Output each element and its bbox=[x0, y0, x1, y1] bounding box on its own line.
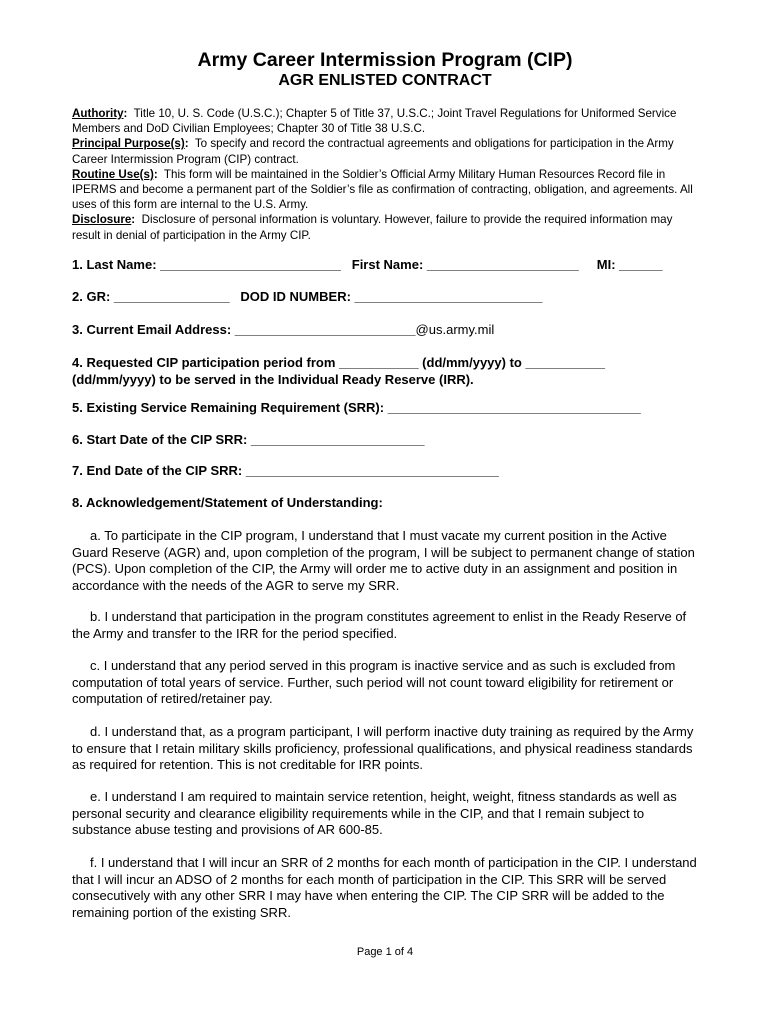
field-end-date[interactable]: 7. End Date of the CIP SRR: ___________________________________ bbox=[72, 463, 499, 478]
statement-f bbox=[72, 855, 700, 921]
purpose-text: To specify and record the contractual agreements and obligations for participation in the Army Career Intermission Program (CIP) contract. bbox=[72, 137, 674, 166]
disclosure-text: Disclosure of personal information is voluntary. However, failure to provide the required information may result in denial of participation in the Army CIP. bbox=[72, 213, 673, 242]
field-name-row bbox=[72, 256, 663, 273]
email-domain: @us.army.mil bbox=[415, 322, 495, 337]
field-existing-srr[interactable]: 5. Existing Service Remaining Requirement (SRR): ___________________________________ bbox=[72, 400, 641, 415]
field-period-line1[interactable]: 4. Requested CIP participation period from ___________ (dd/mm/yyyy) to ___________ bbox=[72, 355, 605, 370]
disclosure-label: Disclosure bbox=[72, 213, 132, 227]
statement-b bbox=[72, 609, 700, 642]
statement-f-text: f. I understand that I will incur an SRR of 2 months for each month of participation in the CIP. I understand that I will incur an ADSO of 2 months for each month of participation in the CIP. This SRR will be served consecutively with any other SRR I may have when entering the CIP. The CIP SRR will be added to the remaining portion of the existing SRR. bbox=[72, 855, 697, 920]
statement-c bbox=[72, 658, 700, 708]
field-grade-row bbox=[72, 288, 543, 305]
purpose-label: Principal Purpose(s) bbox=[72, 137, 185, 151]
middle-initial-field[interactable]: MI: ______ bbox=[596, 257, 663, 272]
statement-b-text: b. I understand that participation in the program constitutes agreement to enlist in the Ready Reserve of the Army and transfer to the IRR for the period specified. bbox=[72, 609, 687, 641]
document-subtitle: AGR ENLISTED CONTRACT bbox=[278, 72, 492, 89]
authority-label: Authority bbox=[72, 107, 124, 120]
statement-e-text: e. I understand I am required to maintain service retention, height, weight, fitness standards as well as personal security and clearance eligibility requirements while in the CIP, and that I remain subject to substance abuse testing and provisions of AR 600-85. bbox=[72, 789, 677, 838]
dod-id-field[interactable]: DOD ID NUMBER: __________________________ bbox=[240, 289, 543, 304]
document-title: Army Career Intermission Program (CIP) bbox=[197, 49, 573, 71]
section-acknowledgement-heading: 8. Acknowledgement/Statement of Understanding: bbox=[72, 495, 383, 510]
first-name-field[interactable]: First Name: _____________________ bbox=[351, 257, 579, 272]
field-period-line2: (dd/mm/yyyy) to be served in the Individual Ready Reserve (IRR). bbox=[72, 372, 474, 387]
page-number: Page 1 of 4 bbox=[356, 946, 414, 958]
statement-d bbox=[72, 724, 700, 774]
statement-c-text: c. I understand that any period served in this program is inactive service and as such is excluded from computation of total years of service. Further, such period will not count toward eligibility for retirement or computation of retired/retainer pay. bbox=[72, 658, 676, 707]
grade-field[interactable]: 2. GR: ________________ bbox=[72, 289, 230, 304]
last-name-field[interactable]: 1. Last Name: _________________________ bbox=[72, 257, 341, 272]
statement-a bbox=[72, 528, 700, 594]
field-email-row bbox=[72, 321, 494, 338]
authority-text: Title 10, U. S. Code (U.S.C.); Chapter 5 of Title 37, U.S.C.; Joint Travel Regulations for Uniformed Service Members and DoD Civilian Employees; Chapter 30 of Title 38 U.S.C. bbox=[72, 107, 677, 136]
routine-use-text: This form will be maintained in the Soldier’s Official Army Military Human Resources Record file in IPERMS and become a permanent part of the Soldier’s file as confirmation of contracting, obligation, and agreements. All uses of this form are internal to the U.S. Army. bbox=[72, 167, 693, 212]
routine-use-label: Routine Use(s) bbox=[72, 167, 154, 181]
statement-a-text: a. To participate in the CIP program, I understand that I must vacate my current position in the Active Guard Reserve (AGR) and, upon completion of the program, I will be subject to permanent change of station (PCS). Upon completion of the CIP, the Army will order me to active duty in an assignment and position in accordance with the needs of the AGR to serve my SRR. bbox=[72, 528, 695, 593]
field-start-date[interactable]: 6. Start Date of the CIP SRR: ________________________ bbox=[72, 432, 425, 447]
email-field[interactable]: 3. Current Email Address: _________________________ bbox=[72, 322, 416, 337]
statement-d-text: d. I understand that, as a program participant, I will perform inactive duty training as required by the Army to ensure that I retain military skills proficiency, professional qualifications, and physical readiness standards as required for retention. This is not creditable for IRR points. bbox=[72, 724, 694, 773]
privacy-act-statement: Authority: Title 10, U. S. Code (U.S.C.); Chapter 5 of Title 37, U.S.C.; Joint Travel Regulations for Uniformed Service Members and DoD Civilian Employees; Chapter 30 of Title 38 U.S.C. Principal Purpose(s): To specify and record the contractual agreements and obligations for participation in the Army Career Intermission Program (CIP) contract. Routine Use(s): This form will be maintained in the Soldier’s Official Army Military Human Resources Record file in IPERMS and become a permanent part of the Soldier’s file as confirmation of contracting, obligation, and agreements. All uses of this form are internal to the U.S. Army. Disclosure: Disclosure of personal information is voluntary. However, failure to provide the required information may result in denial of participation in the Army CIP. bbox=[72, 107, 693, 242]
statement-e bbox=[72, 789, 700, 839]
